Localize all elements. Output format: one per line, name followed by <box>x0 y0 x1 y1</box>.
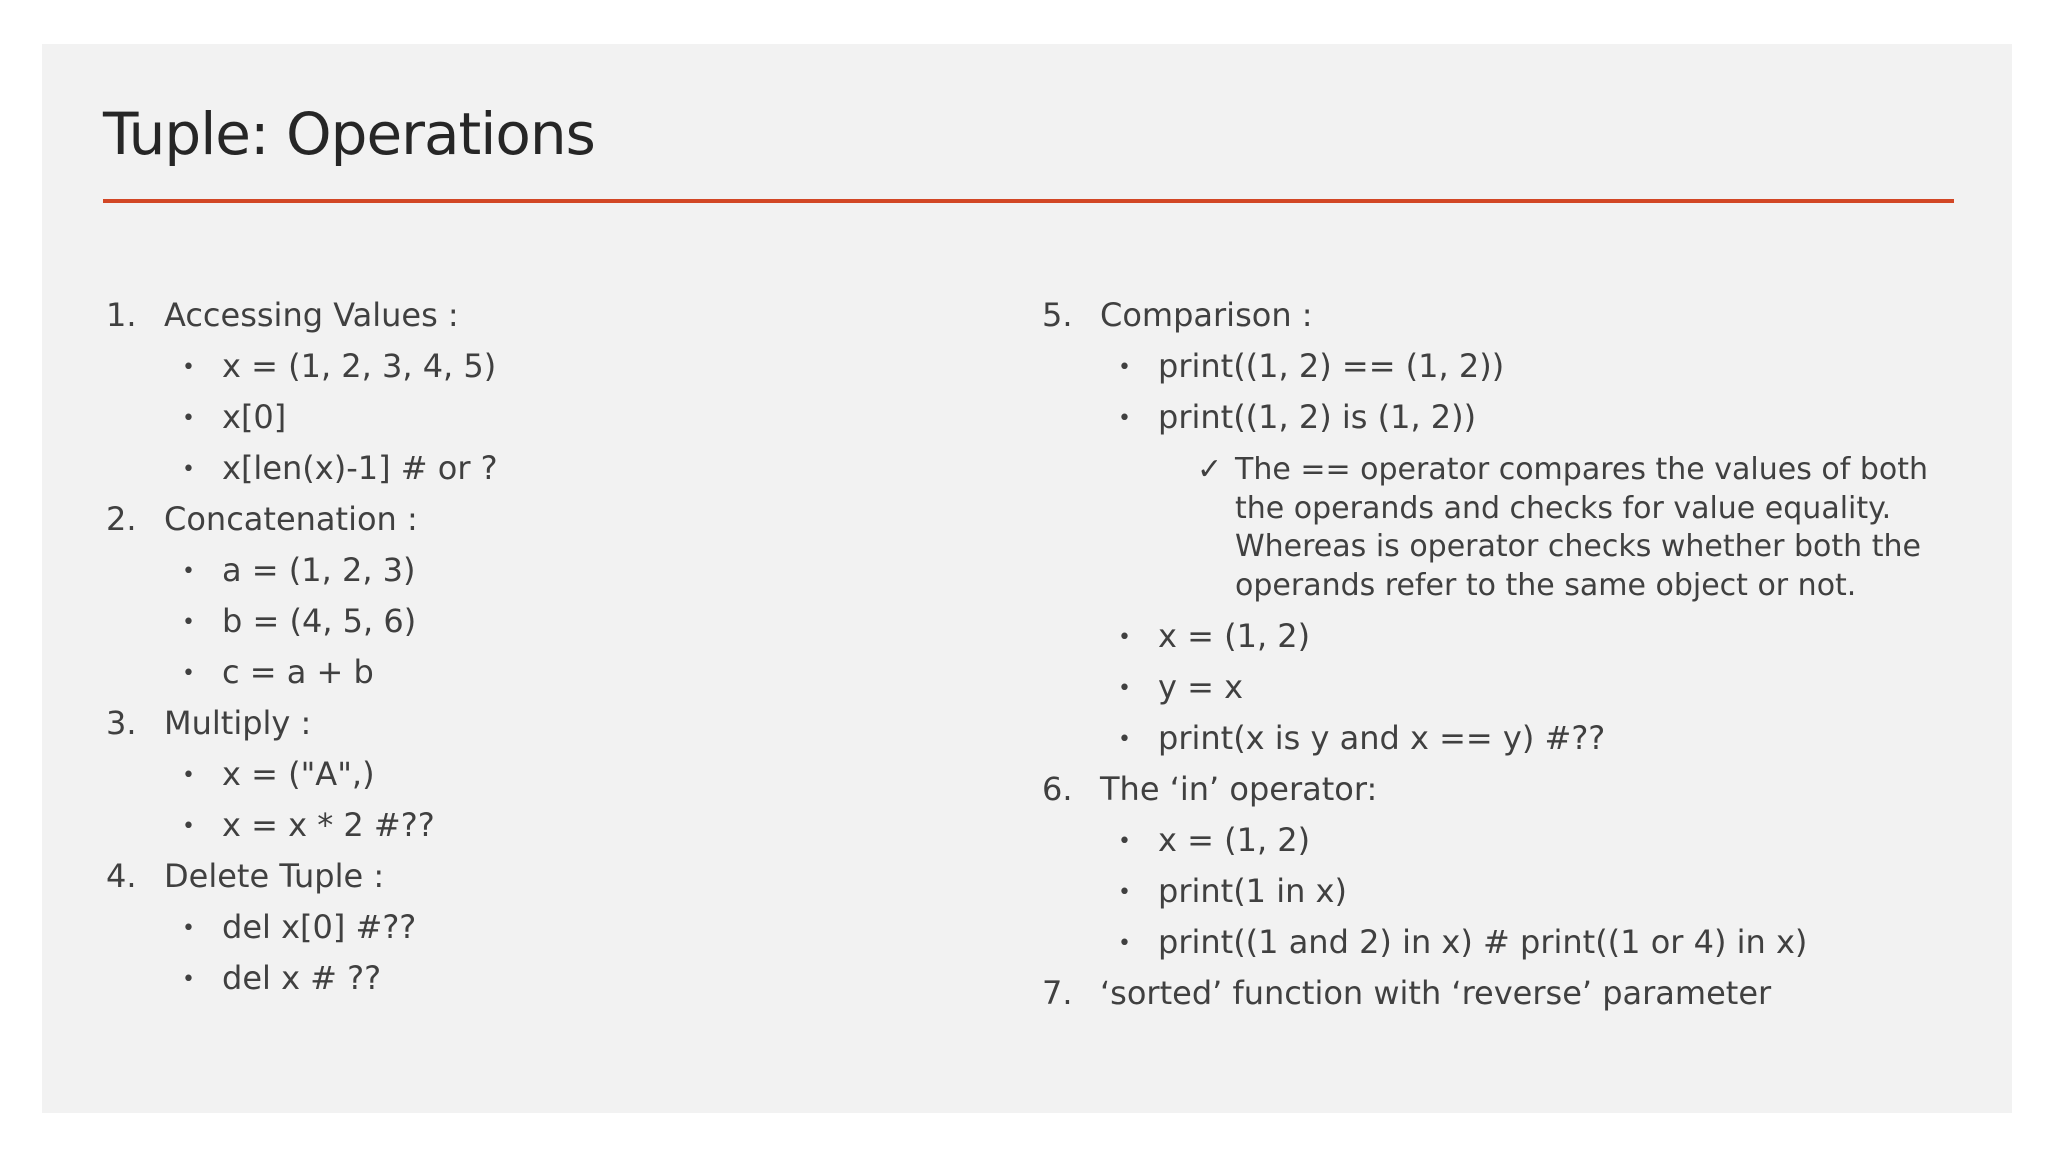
item-label: Comparison : <box>1100 296 1313 334</box>
bullet-item <box>106 596 1006 647</box>
title-underline <box>103 199 1954 203</box>
bullet-icon: • <box>1118 676 1131 701</box>
bullet-text: del x # ?? <box>222 959 382 997</box>
bullet-item <box>106 392 1006 443</box>
item-number: 3. <box>106 704 137 742</box>
bullet-item <box>1042 392 1972 443</box>
bullet-icon: • <box>1118 625 1131 650</box>
note-text: The == operator compares the values of both the operands and checks for value equality. Whereas is operator checks whether both the operands refer to the same object or not. <box>1235 452 1929 603</box>
bullet-text: x = ("A",) <box>222 755 375 793</box>
bullet-list <box>106 902 1006 1004</box>
bullet-icon: • <box>1118 829 1131 854</box>
bullet-item <box>106 902 1006 953</box>
right-column <box>1042 290 1972 1019</box>
bullet-icon: • <box>182 763 195 788</box>
bullet-text: x = (1, 2) <box>1158 617 1311 655</box>
list-item-multiply <box>106 698 1006 749</box>
bullet-text: x[len(x)-1] # or ? <box>222 449 498 487</box>
bullet-icon: • <box>1118 406 1131 431</box>
bullet-icon: • <box>1118 727 1131 752</box>
bullet-text: print((1, 2) == (1, 2)) <box>1158 347 1505 385</box>
checkmark-icon: ✓ <box>1197 452 1223 487</box>
list-item-concatenation <box>106 494 1006 545</box>
bullet-list <box>106 341 1006 494</box>
bullet-item <box>1042 917 1972 968</box>
bullet-text: y = x <box>1158 668 1244 706</box>
bullet-text: x = (1, 2, 3, 4, 5) <box>222 347 497 385</box>
bullet-item <box>1042 662 1972 713</box>
left-column <box>106 290 1006 1004</box>
list-item-in-operator <box>1042 764 1972 815</box>
item-label: Concatenation : <box>164 500 418 538</box>
item-number: 7. <box>1042 974 1073 1012</box>
bullet-text: a = (1, 2, 3) <box>222 551 416 589</box>
item-label: Accessing Values : <box>164 296 459 334</box>
list-item-comparison <box>1042 290 1972 341</box>
bullet-text: print(1 in x) <box>1158 872 1347 910</box>
item-number: 1. <box>106 296 137 334</box>
bullet-icon: • <box>182 916 195 941</box>
bullet-item <box>106 749 1006 800</box>
item-number: 4. <box>106 857 137 895</box>
bullet-list <box>106 749 1006 851</box>
slide <box>42 44 2012 1113</box>
bullet-icon: • <box>182 967 195 992</box>
bullet-list <box>1042 815 1972 968</box>
bullet-text: x = x * 2 #?? <box>222 806 435 844</box>
bullet-item <box>1042 815 1972 866</box>
bullet-text: del x[0] #?? <box>222 908 417 946</box>
bullet-text: c = a + b <box>222 653 374 691</box>
bullet-item <box>106 545 1006 596</box>
bullet-list <box>1042 341 1972 443</box>
bullet-icon: • <box>182 814 195 839</box>
bullet-icon: • <box>1118 355 1131 380</box>
bullet-icon: • <box>182 610 195 635</box>
bullet-icon: • <box>1118 931 1131 956</box>
bullet-icon: • <box>182 355 195 380</box>
bullet-text: print(x is y and x == y) #?? <box>1158 719 1606 757</box>
bullet-text: x = (1, 2) <box>1158 821 1311 859</box>
bullet-text: b = (4, 5, 6) <box>222 602 417 640</box>
bullet-text: print((1, 2) is (1, 2)) <box>1158 398 1477 436</box>
comparison-note <box>1042 443 1972 611</box>
bullet-item <box>106 647 1006 698</box>
item-label: ‘sorted’ function with ‘reverse’ parameter <box>1100 974 1772 1012</box>
bullet-list <box>1042 611 1972 764</box>
bullet-icon: • <box>1118 880 1131 905</box>
bullet-icon: • <box>182 559 195 584</box>
list-item-delete-tuple <box>106 851 1006 902</box>
list-item-sorted-function <box>1042 968 1972 1019</box>
bullet-text: x[0] <box>222 398 287 436</box>
item-label: Delete Tuple : <box>164 857 385 895</box>
bullet-item <box>1042 611 1972 662</box>
bullet-list <box>106 545 1006 698</box>
item-number: 6. <box>1042 770 1073 808</box>
item-number: 5. <box>1042 296 1073 334</box>
bullet-item <box>1042 866 1972 917</box>
bullet-item <box>106 341 1006 392</box>
item-label: The ‘in’ operator: <box>1100 770 1378 808</box>
item-number: 2. <box>106 500 137 538</box>
bullet-item <box>106 443 1006 494</box>
bullet-text: print((1 and 2) in x) # print((1 or 4) in x) <box>1158 923 1808 961</box>
item-label: Multiply : <box>164 704 312 742</box>
slide-title: Tuple: Operations <box>103 100 595 168</box>
bullet-icon: • <box>182 661 195 686</box>
bullet-icon: • <box>182 406 195 431</box>
bullet-icon: • <box>182 457 195 482</box>
bullet-item <box>106 953 1006 1004</box>
bullet-item <box>1042 713 1972 764</box>
bullet-item <box>1042 341 1972 392</box>
list-item-accessing-values <box>106 290 1006 341</box>
bullet-item <box>106 800 1006 851</box>
